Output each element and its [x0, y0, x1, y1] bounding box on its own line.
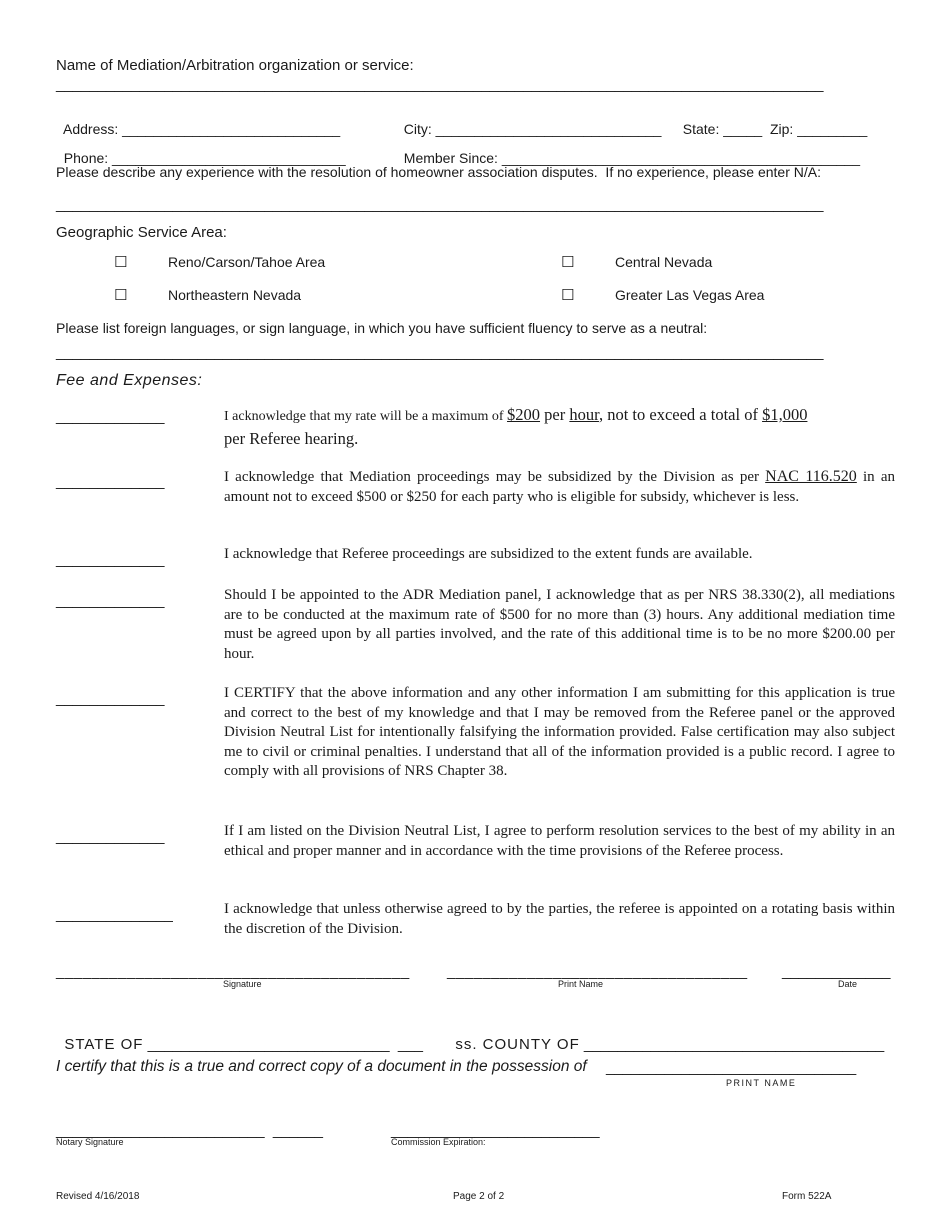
zip-line[interactable]: _________ — [797, 121, 868, 137]
ack-1 — [224, 404, 895, 451]
initial-line-3[interactable]: _____________ — [56, 551, 165, 568]
state-line[interactable]: _____ — [723, 121, 763, 137]
state-of-label: STATE OF — [64, 1036, 144, 1053]
geo-option-northeastern: Northeastern Nevada — [168, 287, 302, 303]
ack-1-prefix: I acknowledge that my rate will be a maximum of — [224, 409, 508, 424]
county-of-line[interactable]: ____________________________________ — [583, 1036, 885, 1053]
initial-line-4[interactable]: _____________ — [56, 592, 165, 609]
address-label: Address: — [63, 121, 119, 137]
signature-line[interactable]: ________________________________________ — [56, 963, 410, 980]
certify-text: I certify that this is a true and correct copy of a document in the possession of — [56, 1058, 587, 1075]
geo-label: Geographic Service Area: — [56, 224, 227, 241]
county-of-label: ss. COUNTY OF — [455, 1036, 580, 1053]
state-of-short-line[interactable]: ___ — [397, 1036, 423, 1053]
ack-2-suffix: in an amount not to exceed $500 or $250 for each party who is eligible for subsidy, whichever is less. — [224, 469, 896, 505]
notary-line-a[interactable]: _________________________ — [56, 1122, 265, 1139]
date-line[interactable]: _____________ — [782, 963, 891, 980]
ack-6: If I am listed on the Division Neutral List, I agree to perform resolution services to the best of my ability in an ethical and proper manner and in accordance with the time provisions of the Referee process. — [224, 823, 895, 859]
ack-1-per: per — [540, 405, 570, 424]
certify-line[interactable]: ______________________________ — [606, 1059, 857, 1076]
footer-form: Form 522A — [782, 1191, 832, 1202]
date-label: Date — [838, 979, 858, 989]
commission-line[interactable]: _________________________ — [391, 1122, 600, 1139]
rate-amount: $200 — [507, 405, 541, 424]
phone-line[interactable]: ______________________________ — [112, 150, 346, 166]
checkbox-northeastern[interactable]: ☐ — [114, 287, 128, 304]
initial-line-1[interactable]: _____________ — [56, 408, 165, 425]
county-of-field[interactable] — [447, 1019, 884, 1053]
initial-line-6[interactable]: _____________ — [56, 828, 165, 845]
print-name-line[interactable]: __________________________________ — [447, 963, 748, 980]
member-since-line[interactable]: ______________________________________________ — [501, 150, 860, 166]
ack-3: I acknowledge that Referee proceedings are subsidized to the extent funds are available. — [224, 546, 753, 562]
phone-field[interactable] — [56, 134, 346, 166]
city-label: City: — [403, 121, 432, 137]
commission-label: Commission Expiration: — [391, 1137, 486, 1147]
geo-option-reno: Reno/Carson/Tahoe Area — [168, 254, 326, 270]
checkbox-las-vegas[interactable]: ☐ — [561, 287, 575, 304]
member-since-label: Member Since: — [403, 150, 498, 166]
geo-option-las-vegas: Greater Las Vegas Area — [615, 287, 765, 303]
state-of-line[interactable]: _____________________________ — [147, 1036, 390, 1053]
ack-2-prefix: I acknowledge that Mediation proceedings may be subsidized by the Division as per — [224, 469, 766, 485]
fees-heading: Fee and Expenses: — [56, 372, 203, 389]
ack-1-suffix: per Referee hearing. — [224, 429, 359, 448]
languages-label: Please list foreign languages, or sign language, in which you have sufficient fluency to serve as a neutral: — [56, 320, 708, 336]
member-since-field[interactable] — [396, 134, 860, 166]
org-name-line[interactable]: ____________________________________________________________________________________________ — [56, 76, 824, 93]
notary-signature-label: Notary Signature — [56, 1137, 124, 1147]
state-label: State: — [682, 121, 720, 137]
state-zip-field[interactable] — [675, 105, 867, 137]
nac-link[interactable]: NAC 116.520 — [765, 468, 857, 485]
footer-revised: Revised 4/16/2018 — [56, 1191, 140, 1202]
experience-label: Please describe any experience with the resolution of homeowner association disputes. If no experience, please enter N/A: — [56, 164, 821, 180]
ack-4: Should I be appointed to the ADR Mediation panel, I acknowledge that as per NRS 38.330(2), all mediations are to be conducted at the maximum rate of $500 for no more than (3) hours. Any additional mediation time must be agreed upon by all parties involved, and the rate of this additional time is to be no more $200.00 per hour. — [224, 587, 895, 662]
city-line[interactable]: _____________________________ — [435, 121, 662, 137]
initial-line-2[interactable]: _____________ — [56, 473, 165, 490]
notary-line-b[interactable]: ______ — [272, 1122, 323, 1139]
ack-5: I CERTIFY that the above information and any other information I am submitting for this application is true and correct to the best of my knowledge and that I may be removed from the Referee panel or the approved Division Neutral List for intentionally falsifying the information provided. False certification may also subject me to civil or criminal penalties. I understand that all of the information provided is a public record. I agree to comply with all provisions of NRS Chapter 38. — [224, 685, 895, 780]
checkbox-central[interactable]: ☐ — [561, 254, 575, 271]
print-name-caption: PRINT NAME — [726, 1078, 797, 1088]
rate-total: $1,000 — [762, 405, 808, 424]
address-field[interactable] — [56, 105, 340, 137]
footer-page: Page 2 of 2 — [453, 1191, 505, 1202]
ack-1-mid: , not to exceed a total of — [598, 405, 763, 424]
phone-label: Phone: — [63, 150, 109, 166]
signature-label: Signature — [223, 979, 262, 989]
ack-7: I acknowledge that unless otherwise agreed to by the parties, the referee is appointed on a rotating basis within the discretion of the Division. — [224, 901, 895, 937]
ack-2 — [224, 467, 895, 507]
initial-line-5[interactable]: _____________ — [56, 690, 165, 707]
city-field[interactable] — [396, 105, 661, 137]
experience-line[interactable]: ____________________________________________________________________________________________ — [56, 196, 824, 213]
rate-unit: hour — [569, 405, 599, 424]
address-line[interactable]: ____________________________ — [122, 121, 341, 137]
state-of-field[interactable] — [56, 1019, 423, 1053]
zip-label: Zip: — [769, 121, 794, 137]
initial-line-7[interactable]: ______________ — [56, 906, 173, 923]
geo-option-central: Central Nevada — [615, 254, 713, 270]
org-name-label: Name of Mediation/Arbitration organization or service: — [56, 57, 414, 74]
print-name-label: Print Name — [558, 979, 604, 989]
languages-line[interactable]: ____________________________________________________________________________________________ — [56, 344, 824, 361]
checkbox-reno[interactable]: ☐ — [114, 254, 128, 271]
